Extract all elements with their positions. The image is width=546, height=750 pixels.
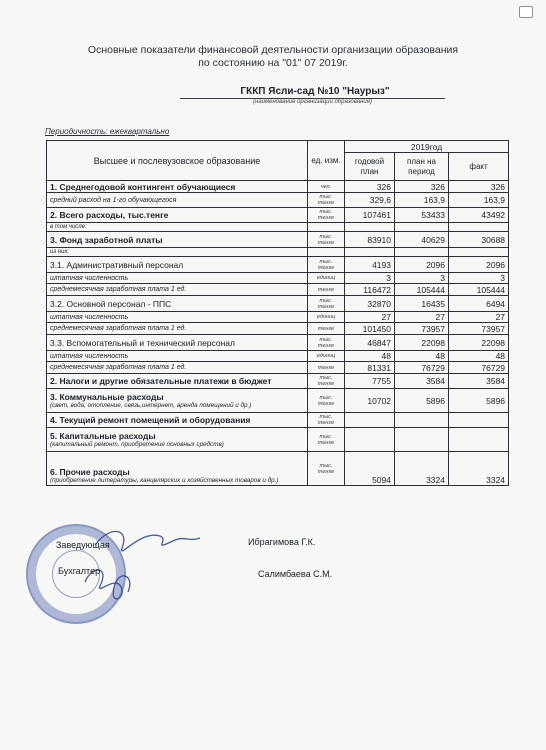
row-fact: 76729: [449, 362, 509, 374]
row-name: штатная численность: [47, 273, 308, 284]
row-name: 2. Налоги и другие обязательные платежи в бюджет: [47, 374, 308, 389]
row-name: из них:: [47, 248, 308, 257]
row-period-plan: 53433: [395, 208, 449, 223]
row-fact: 6494: [449, 296, 509, 312]
row-unit: единиц: [308, 312, 345, 323]
row-fact: [449, 413, 509, 428]
row-name: штатная численность: [47, 312, 308, 323]
row-period-plan: 76729: [395, 362, 449, 374]
row-period-plan: 27: [395, 312, 449, 323]
head-name: Ибрагимова Г.К.: [248, 537, 316, 547]
row-annual-plan: 32870: [345, 296, 395, 312]
row-fact: [449, 248, 509, 257]
row-name: [47, 389, 308, 413]
row-annual-plan: 81331: [345, 362, 395, 374]
table-row: [47, 181, 509, 193]
row-period-plan: [395, 223, 449, 232]
title-line-2: по состоянию на "01" 07 2019г.: [198, 57, 348, 69]
table-row: [47, 257, 509, 273]
row-name: среднемесячная заработная плата 1 ед.: [47, 284, 308, 296]
row-annual-plan: [345, 248, 395, 257]
row-annual-plan: 3: [345, 273, 395, 284]
row-annual-plan: [345, 223, 395, 232]
row-name: штатная численность: [47, 351, 308, 362]
row-period-plan: 3584: [395, 374, 449, 389]
row-subtitle: (свет, вода, отопление, связь,интернет, аренда помещений и др.): [50, 401, 252, 409]
row-period-plan: 22098: [395, 335, 449, 351]
header-name: Высшее и послевузовское образование: [47, 141, 308, 181]
row-period-plan: 5896: [395, 389, 449, 413]
row-fact: 48: [449, 351, 509, 362]
row-fact: 3584: [449, 374, 509, 389]
row-unit: тыс. тенге: [308, 452, 345, 486]
header-fact: факт: [449, 153, 509, 181]
row-unit: тенге: [308, 362, 345, 374]
table-row: [47, 389, 509, 413]
row-fact: 73957: [449, 323, 509, 335]
table-row: [47, 208, 509, 223]
row-period-plan: [395, 413, 449, 428]
row-annual-plan: 101450: [345, 323, 395, 335]
row-title: 3. Коммунальные расходы: [50, 391, 164, 402]
row-name: 4. Текущий ремонт помещений и оборудования: [47, 413, 308, 428]
row-unit: единиц: [308, 273, 345, 284]
row-annual-plan: 107461: [345, 208, 395, 223]
row-fact: 30688: [449, 232, 509, 248]
organization-name: ГККП Ясли-сад №10 "Наурыз": [240, 86, 390, 97]
row-period-plan: 73957: [395, 323, 449, 335]
table-row: [47, 284, 509, 296]
row-name: 3.3. Вспомогательный и технический персонал: [47, 335, 308, 351]
row-fact: 2096: [449, 257, 509, 273]
row-fact: 43492: [449, 208, 509, 223]
row-fact: 22098: [449, 335, 509, 351]
row-unit: чел.: [308, 181, 345, 193]
row-annual-plan: [345, 413, 395, 428]
row-annual-plan: 116472: [345, 284, 395, 296]
row-name: [47, 428, 308, 452]
row-annual-plan: 329,6: [345, 193, 395, 208]
table-row: [47, 223, 509, 232]
row-name: среднемесячная заработная плата 1 ед.: [47, 323, 308, 335]
row-unit: тыс. тенге: [308, 232, 345, 248]
row-annual-plan: 4193: [345, 257, 395, 273]
document-title: [40, 44, 506, 70]
row-unit: [308, 223, 345, 232]
row-name: [47, 452, 308, 486]
row-unit: тыс. тенге: [308, 428, 345, 452]
row-name: среднемесячная заработная плата 1 ед.: [47, 362, 308, 374]
table-row: [47, 323, 509, 335]
row-fact: 27: [449, 312, 509, 323]
row-name: 3.2. Основной персонал - ППС: [47, 296, 308, 312]
table-row: [47, 248, 509, 257]
row-name: 2. Всего расходы, тыс.тенге: [47, 208, 308, 223]
title-line-1: Основные показатели финансовой деятельности организации образования: [87, 44, 459, 56]
row-name: 3. Фонд заработной платы: [47, 232, 308, 248]
row-unit: тыс. тенге: [308, 208, 345, 223]
table-row: [47, 351, 509, 362]
row-annual-plan: 83910: [345, 232, 395, 248]
row-period-plan: 48: [395, 351, 449, 362]
table-row: [47, 428, 509, 452]
row-annual-plan: 326: [345, 181, 395, 193]
row-annual-plan: 7755: [345, 374, 395, 389]
row-fact: 5896: [449, 389, 509, 413]
row-period-plan: 2096: [395, 257, 449, 273]
table-row: [47, 374, 509, 389]
row-fact: [449, 223, 509, 232]
row-name: средний расход на 1-го обучающегося: [47, 193, 308, 208]
row-period-plan: [395, 248, 449, 257]
periodicity-note: Периодичность: ежеквартально: [45, 127, 170, 136]
row-period-plan: 3: [395, 273, 449, 284]
row-fact: 3: [449, 273, 509, 284]
row-period-plan: 326: [395, 181, 449, 193]
header-unit: ед. изм.: [308, 141, 345, 181]
table-row: [47, 296, 509, 312]
row-unit: единиц: [308, 351, 345, 362]
row-name: в том числе:: [47, 223, 308, 232]
row-name: 1. Среднегодовой контингент обучающиеся: [47, 181, 308, 193]
row-period-plan: 40629: [395, 232, 449, 248]
row-annual-plan: 48: [345, 351, 395, 362]
row-title: 6. Прочие расходы: [50, 467, 130, 477]
row-annual-plan: 10702: [345, 389, 395, 413]
row-subtitle: (капитальный ремонт, приобретение основных средств): [50, 440, 224, 448]
organization-caption: (наименование организации образования): [253, 99, 372, 105]
row-unit: тыс. тенге: [308, 335, 345, 351]
row-fact: [449, 428, 509, 452]
row-annual-plan: 46847: [345, 335, 395, 351]
row-period-plan: 105444: [395, 284, 449, 296]
financial-table: [46, 140, 509, 486]
row-unit: тенге: [308, 323, 345, 335]
table-row: [47, 335, 509, 351]
row-fact: 3324: [449, 452, 509, 486]
row-title: 5. Капитальные расходы: [50, 430, 156, 441]
row-unit: тенге: [308, 284, 345, 296]
accountant-name: Салимбаева С.М.: [258, 569, 333, 579]
table-row: [47, 232, 509, 248]
row-annual-plan: 5094: [345, 452, 395, 486]
table-row: [47, 362, 509, 374]
row-unit: тыс. тенге: [308, 389, 345, 413]
row-unit: тыс. тенге: [308, 374, 345, 389]
row-period-plan: 163,9: [395, 193, 449, 208]
row-period-plan: 16435: [395, 296, 449, 312]
head-role: Заведующая: [56, 540, 110, 550]
table-row: [47, 193, 509, 208]
row-fact: 105444: [449, 284, 509, 296]
header-annual-plan: годовой план: [345, 153, 395, 181]
row-name: 3.1. Административный персонал: [47, 257, 308, 273]
row-subtitle: (приобретение литературы, канцелярских и хозяйственных товаров и др.): [50, 477, 279, 484]
header-period-plan: план на период: [395, 153, 449, 181]
row-annual-plan: [345, 428, 395, 452]
row-unit: [308, 248, 345, 257]
row-unit: тыс. тенге: [308, 193, 345, 208]
row-period-plan: [395, 428, 449, 452]
corner-checkbox-mark: [519, 6, 533, 18]
row-fact: 163,9: [449, 193, 509, 208]
row-unit: тыс. тенге: [308, 413, 345, 428]
table-row: [47, 273, 509, 284]
row-fact: 326: [449, 181, 509, 193]
row-period-plan: 3324: [395, 452, 449, 486]
table-row: [47, 312, 509, 323]
table-row: [47, 452, 509, 486]
row-unit: тыс. тенге: [308, 257, 345, 273]
header-year: 2019год: [345, 141, 509, 153]
row-unit: тыс. тенге: [308, 296, 345, 312]
table-row: [47, 413, 509, 428]
row-annual-plan: 27: [345, 312, 395, 323]
accountant-role: Бухгалтер: [58, 566, 101, 576]
